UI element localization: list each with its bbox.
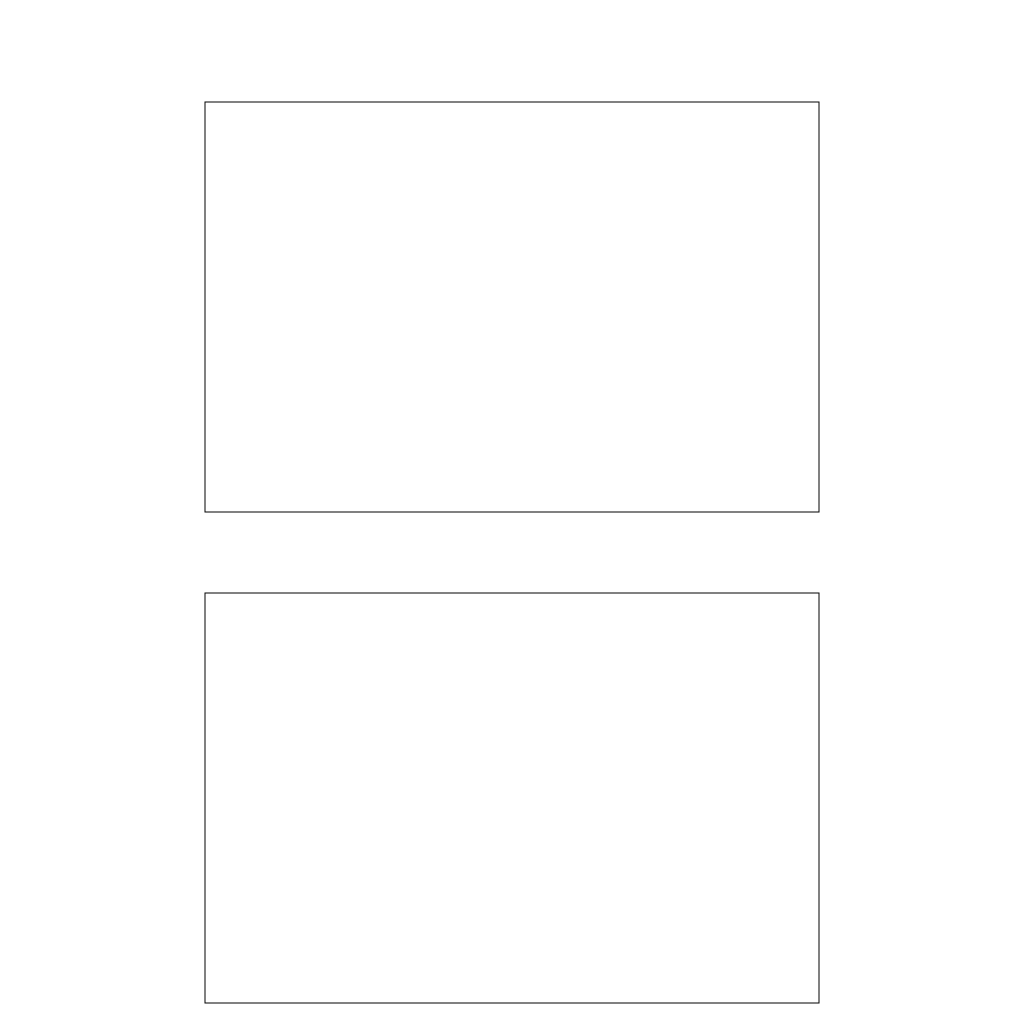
bottom-chart-panel (205, 593, 819, 1003)
top-plot-frame (205, 102, 819, 512)
top-chart-panel (205, 102, 819, 512)
bottom-plot-frame (205, 593, 819, 1003)
